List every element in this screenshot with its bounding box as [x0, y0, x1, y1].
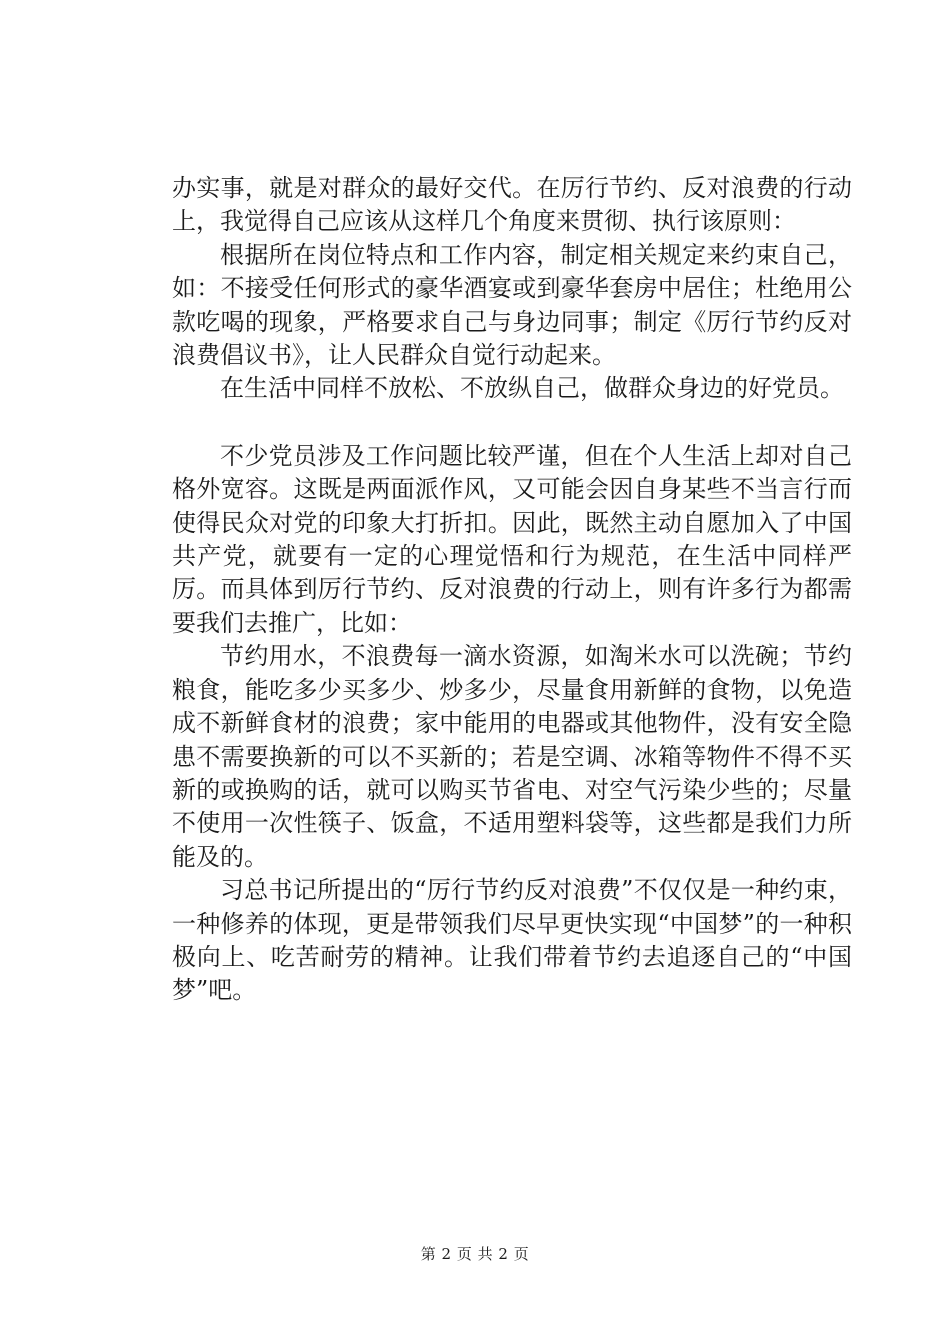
- page-number-footer: 第 2 页 共 2 页: [420, 1245, 530, 1263]
- paragraph: 不少党员涉及工作问题比较严谨，但在个人生活上却对自己格外宽容。这既是两面派作风，又可能会因自身某些不当言行而使得民众对党的印象大打折扣。因此，既然主动自愿加入了中国共产党，就要有一定的心理觉悟和行为规范，在生活中同样严厉。而具体到厉行节约、反对浪费的行动上，则有许多行为都需要我们去推广，比如：: [172, 441, 852, 637]
- paragraph: 根据所在岗位特点和工作内容，制定相关规定来约束自己，如：不接受任何形式的豪华酒宴或到豪华套房中居住；杜绝用公款吃喝的现象，严格要求自己与身边同事；制定《厉行节约反对浪费倡议书》，让人民群众自觉行动起来。: [172, 240, 852, 370]
- paragraph: 习总书记所提出的“厉行节约反对浪费”不仅仅是一种约束，一种修养的体现，更是带领我们尽早更快实现“中国梦”的一种积极向上、吃苦耐劳的精神。让我们带着节约去追逐自己的“中国梦”吧。: [172, 876, 852, 1005]
- document-body: [172, 172, 852, 1008]
- paragraph: 办实事，就是对群众的最好交代。在厉行节约、反对浪费的行动上，我觉得自己应该从这样几个角度来贯彻、执行该原则：: [172, 174, 852, 236]
- paragraph: 节约用水，不浪费每一滴水资源，如淘米水可以洗碗；节约粮食，能吃多少买多少、炒多少，尽量食用新鲜的食物，以免造成不新鲜食材的浪费；家中能用的电器或其他物件，没有安全隐患不需要换新的可以不买新的；若是空调、冰箱等物件不得不买新的或换购的话，就可以购买节省电、对空气污染少些的；尽量不使用一次性筷子、饭盒，不适用塑料袋等，这些都是我们力所能及的。: [172, 642, 852, 871]
- paragraph-gap: [172, 406, 852, 440]
- paragraph: 在生活中同样不放松、不放纵自己，做群众身边的好党员。: [220, 374, 844, 403]
